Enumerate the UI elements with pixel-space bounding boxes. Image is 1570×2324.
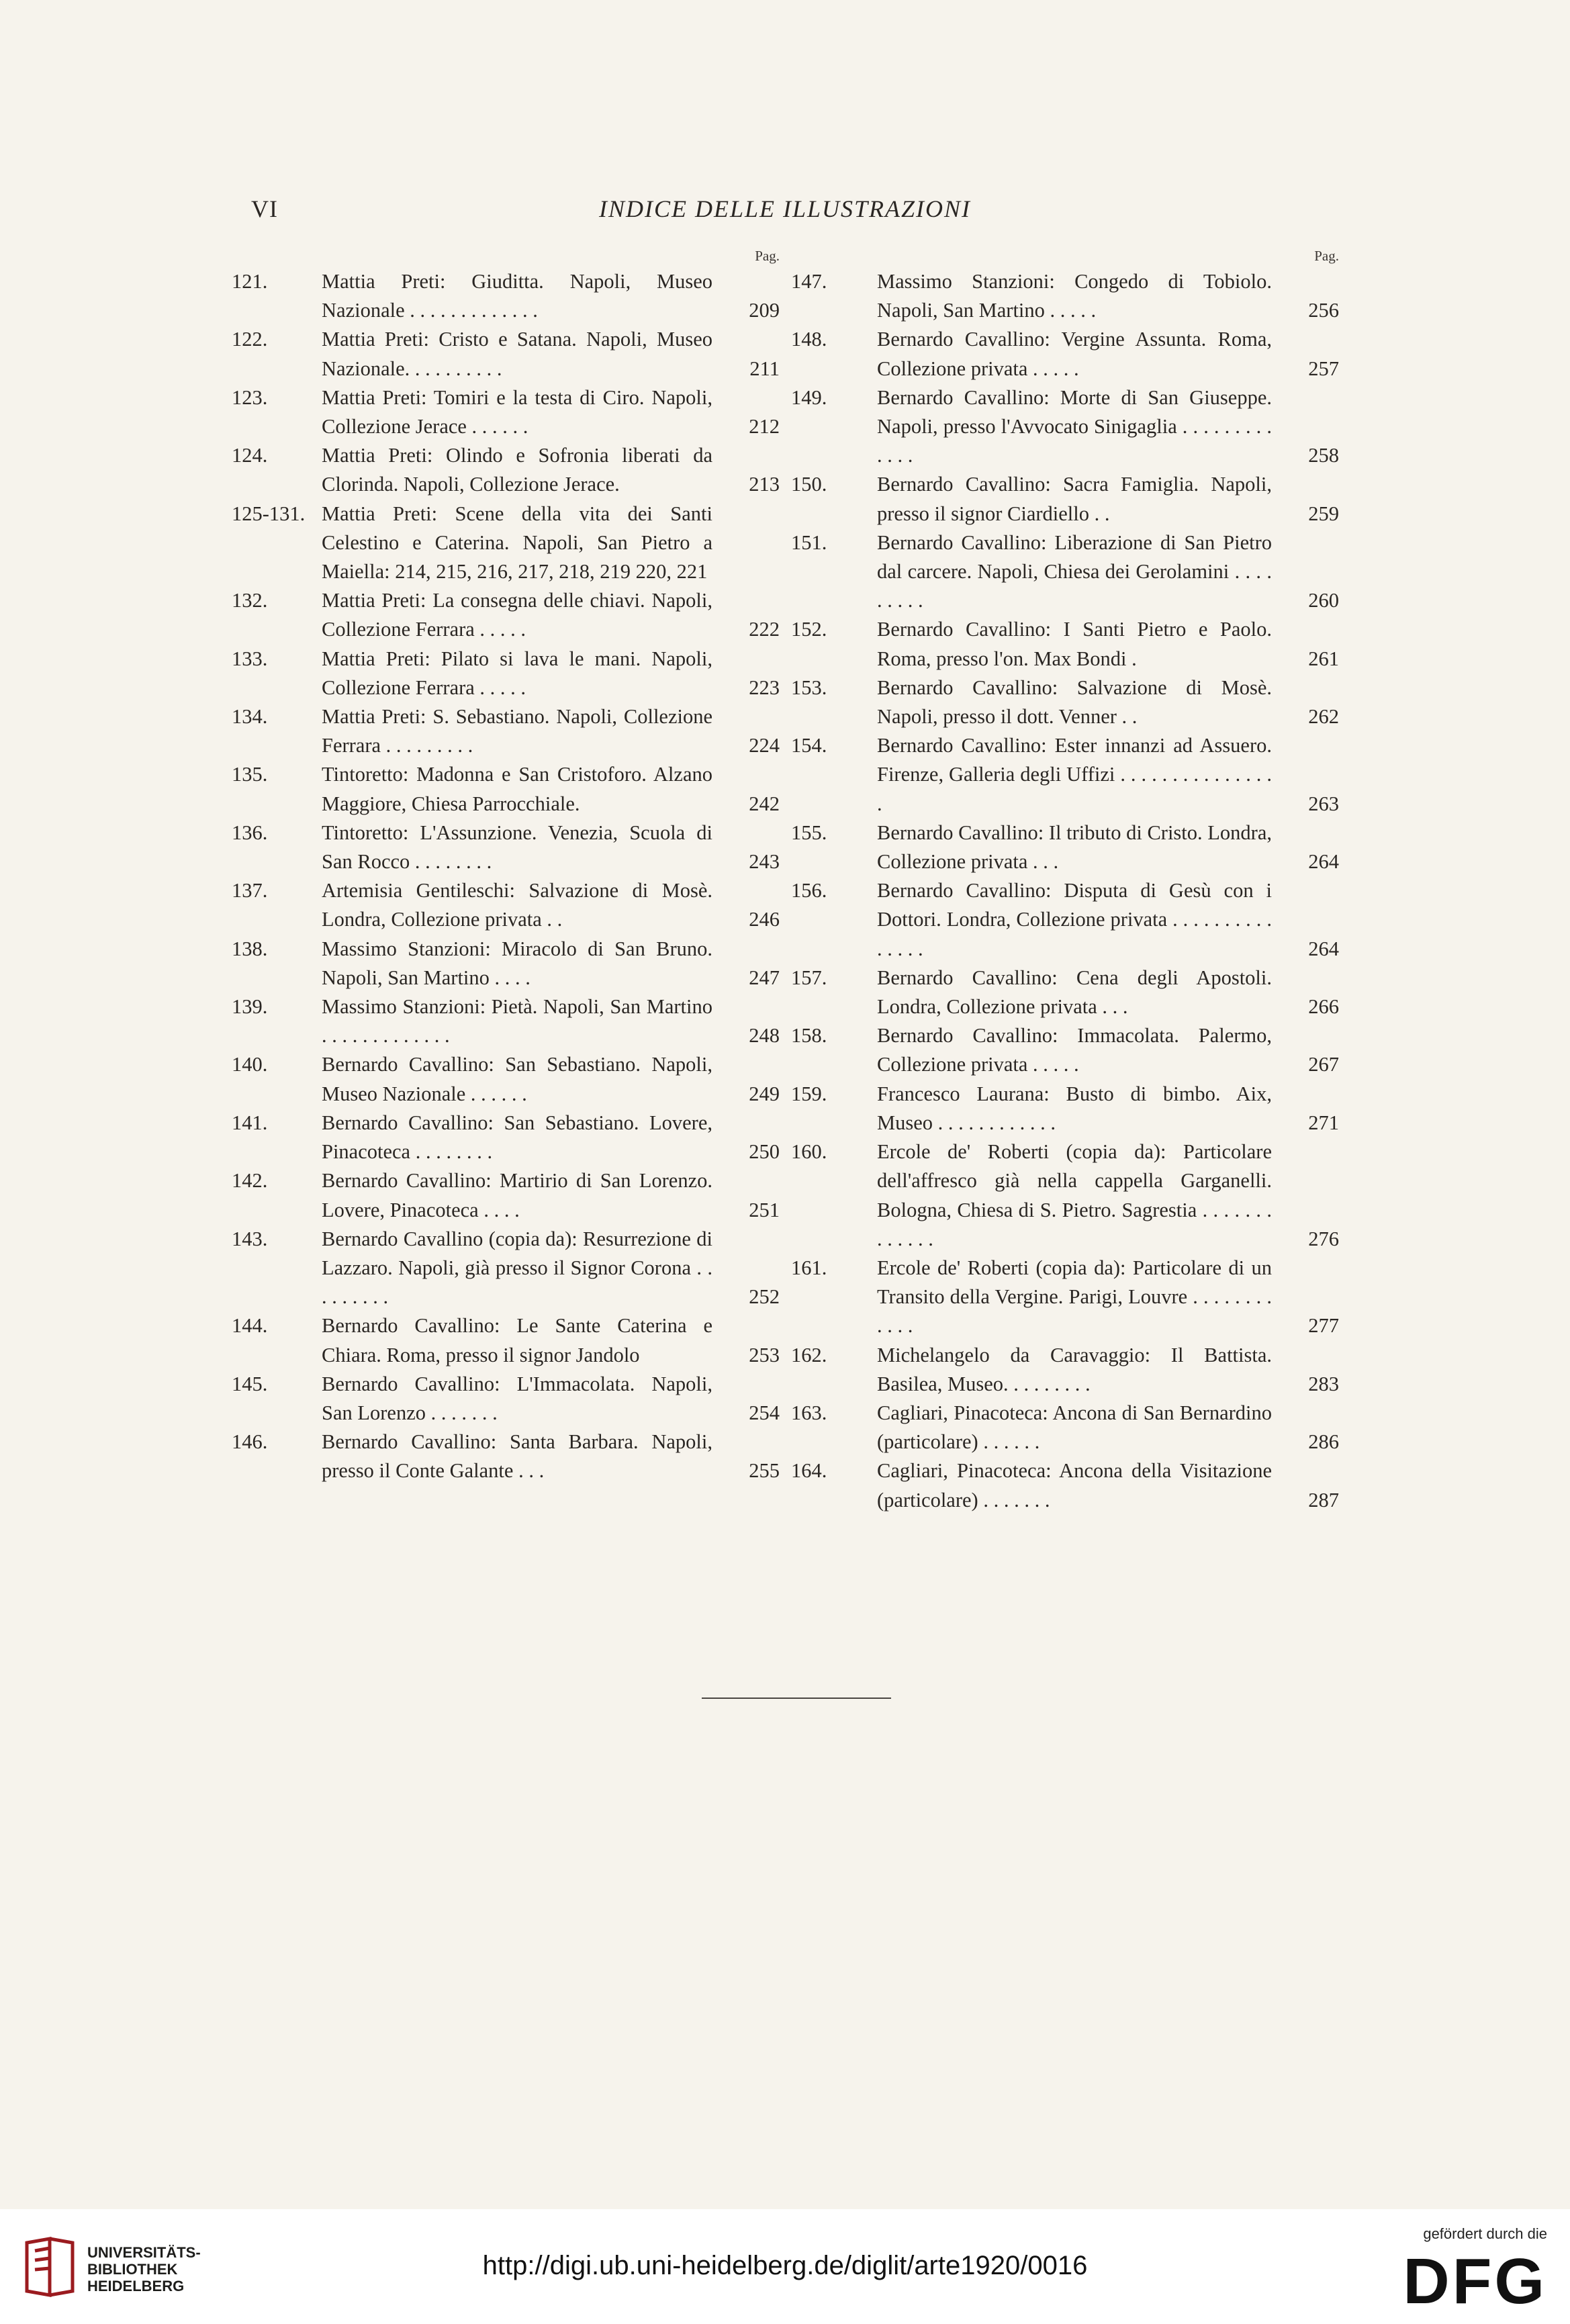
entry-number: 155. [791, 821, 827, 844]
entry-number: 138. [232, 937, 268, 960]
entry-number: 133. [232, 647, 268, 670]
index-column-left [232, 244, 780, 1486]
index-entry [791, 1456, 1339, 1514]
index-entry [791, 325, 1339, 383]
entry-caption: Tintoretto: Madonna e San Cristoforo. Alzano Maggiore, Chiesa Parrocchiale. [322, 763, 712, 815]
entry-number: 122. [232, 328, 268, 351]
funded-by-label: gefördert durch die [1423, 2225, 1547, 2242]
dfg-logo: DFG [1403, 2245, 1547, 2317]
entry-number: 142. [232, 1169, 268, 1193]
index-entry [791, 1341, 1339, 1399]
entry-page: 212 [749, 415, 780, 438]
page-number: VI [251, 195, 278, 222]
entry-caption: Bernardo Cavallino: Martirio di San Lorenzo. Lovere, Pinacoteca . . . . [322, 1169, 712, 1221]
index-entry [232, 760, 780, 818]
entry-page: 252 [749, 1285, 780, 1309]
entry-caption: Bernardo Cavallino: Liberazione di San Pietro dal carcere. Napoli, Chiesa dei Gerolamini . . . . . . . . . [877, 530, 1272, 612]
index-entry [791, 528, 1339, 616]
entry-caption: Bernardo Cavallino: Santa Barbara. Napoli, presso il Conte Galante . . . [322, 1430, 712, 1483]
entry-number: 136. [232, 821, 268, 844]
entry-page: 283 [1308, 1372, 1339, 1395]
index-entry [232, 992, 780, 1050]
entry-caption: Bernardo Cavallino: Ester innanzi ad Assuero. Firenze, Galleria degli Uffizi . . . . . . . . . . . . . . . . [877, 734, 1272, 815]
entry-number: 154. [791, 734, 827, 757]
entry-number: 135. [232, 763, 268, 786]
entry-page: 286 [1308, 1430, 1339, 1454]
entry-number: 139. [232, 995, 268, 1019]
index-entry [232, 1311, 780, 1369]
entry-caption: Bernardo Cavallino: Sacra Famiglia. Napoli, presso il signor Ciardiello . . [877, 473, 1272, 525]
entry-page: 255 [749, 1459, 780, 1483]
entry-number: 134. [232, 705, 268, 729]
index-entry [232, 1370, 780, 1428]
entry-caption: Mattia Preti: Cristo e Satana. Napoli, Museo Nazionale. . . . . . . . . . [322, 328, 712, 380]
entry-page: 254 [749, 1401, 780, 1424]
entry-page: 242 [749, 792, 780, 815]
entry-caption: Massimo Stanzioni: Congedo di Tobiolo. Napoli, San Martino . . . . . [877, 270, 1272, 322]
entry-page: 247 [749, 966, 780, 989]
index-entry [232, 819, 780, 876]
entry-page: 261 [1308, 647, 1339, 670]
entry-number: 163. [791, 1401, 827, 1424]
entry-caption: Michelangelo da Caravaggio: Il Battista. Basilea, Museo. . . . . . . . . [877, 1343, 1272, 1395]
entry-page: 266 [1308, 995, 1339, 1019]
index-entry [232, 876, 780, 934]
entry-number: 123. [232, 385, 268, 409]
entry-number: 144. [232, 1314, 268, 1338]
entry-caption: Mattia Preti: S. Sebastiano. Napoli, Collezione Ferrara . . . . . . . . . [322, 705, 712, 757]
index-entry [791, 819, 1339, 876]
entry-number: 132. [232, 589, 268, 612]
entry-number: 146. [232, 1430, 268, 1454]
entry-number: 124. [232, 444, 268, 467]
entry-page: 271 [1308, 1111, 1339, 1134]
index-entry [791, 876, 1339, 964]
entry-caption: Mattia Preti: Olindo e Sofronia liberati da Clorinda. Napoli, Collezione Jerace. [322, 444, 712, 496]
entry-page: 287 [1308, 1488, 1339, 1512]
entry-caption: Ercole de' Roberti (copia da): Particolare di un Transito della Vergine. Parigi, Louvre . . . . . . . . . . . . [877, 1256, 1272, 1338]
entry-page: 222 [749, 618, 780, 641]
index-list-left [232, 267, 780, 1486]
index-entry [791, 615, 1339, 673]
page-header [251, 195, 1319, 228]
index-entry [232, 935, 780, 992]
entry-number: 156. [791, 879, 827, 902]
entry-caption: Mattia Preti: Giuditta. Napoli, Museo Nazionale . . . . . . . . . . . . . [322, 270, 712, 322]
index-entry [791, 673, 1339, 731]
entry-page: 267 [1308, 1053, 1339, 1076]
library-name: UNIVERSITÄTS- BIBLIOTHEK HEIDELBERG [87, 2244, 201, 2294]
entry-page: 250 [749, 1140, 780, 1164]
entry-caption: Artemisia Gentileschi: Salvazione di Mosè. Londra, Collezione privata . . [322, 879, 712, 931]
entry-caption: Mattia Preti: Tomiri e la testa di Ciro. Napoli, Collezione Jerace . . . . . . [322, 385, 712, 438]
entry-page: 276 [1308, 1227, 1339, 1250]
entry-page: 243 [749, 850, 780, 874]
entry-caption: Massimo Stanzioni: Miracolo di San Bruno. Napoli, San Martino . . . . [322, 937, 712, 989]
entry-caption: Bernardo Cavallino (copia da): Resurrezione di Lazzaro. Napoli, già presso il Signor Corona . . . . . . . . . [322, 1227, 712, 1309]
entry-caption: Ercole de' Roberti (copia da): Particolare dell'affresco già nella cappella Garganelli. Bologna, Chiesa di S. Pietro. Sagrestia . . . . . . . . . . . . . [877, 1140, 1272, 1250]
entry-caption: Bernardo Cavallino: I Santi Pietro e Paolo. Roma, presso l'on. Max Bondi . [877, 618, 1272, 670]
entry-number: 160. [791, 1140, 827, 1164]
index-entry [232, 383, 780, 441]
entry-caption: Bernardo Cavallino: Morte di San Giuseppe. Napoli, presso l'Avvocato Sinigaglia . . . . . . . . . . . . . [877, 385, 1272, 467]
entry-number: 158. [791, 1024, 827, 1048]
entry-number: 148. [791, 328, 827, 351]
entry-page: 251 [749, 1198, 780, 1221]
index-entry [791, 1137, 1339, 1254]
entry-caption: Bernardo Cavallino: Il tributo di Cristo. Londra, Collezione privata . . . [877, 821, 1272, 874]
entry-number: 149. [791, 385, 827, 409]
entry-number: 153. [791, 676, 827, 699]
entry-number: 141. [232, 1111, 268, 1134]
entry-page: 277 [1308, 1314, 1339, 1338]
index-entry [791, 1080, 1339, 1137]
entry-caption: Mattia Preti: Pilato si lava le mani. Napoli, Collezione Ferrara . . . . . [322, 647, 712, 699]
index-entry [232, 1109, 780, 1166]
entry-number: 143. [232, 1227, 268, 1250]
entry-caption: Francesco Laurana: Busto di bimbo. Aix, Museo . . . . . . . . . . . . [877, 1082, 1272, 1134]
source-url-link[interactable]: http://digi.ub.uni-heidelberg.de/diglit/arte1920/0016 [482, 2251, 1088, 2280]
index-entry [232, 500, 780, 587]
pag-label: Pag. [755, 248, 780, 264]
closing-rule [702, 1698, 891, 1699]
entry-number: 159. [791, 1082, 827, 1105]
entry-number: 145. [232, 1372, 268, 1395]
entry-page: 258 [1308, 444, 1339, 467]
entry-page: 253 [749, 1343, 780, 1366]
index-entry [791, 731, 1339, 819]
entry-number: 150. [791, 473, 827, 496]
entry-number: 152. [791, 618, 827, 641]
entry-page: 256 [1308, 299, 1339, 322]
entry-page: 264 [1308, 937, 1339, 960]
entry-caption: Cagliari, Pinacoteca: Ancona della Visitazione (particolare) . . . . . . . [877, 1459, 1272, 1512]
entry-caption: Bernardo Cavallino: San Sebastiano. Napoli, Museo Nazionale . . . . . . [322, 1053, 712, 1105]
entry-page: 224 [749, 734, 780, 757]
entry-page: 209 [749, 299, 780, 322]
index-entry [232, 586, 780, 644]
entry-caption: Mattia Preti: Scene della vita dei Santi Celestino e Caterina. Napoli, San Pietro a Maiella: 214, 215, 216, 217, 218, 219 220, 221 [322, 502, 712, 584]
index-entry [791, 267, 1339, 325]
entry-caption: Bernardo Cavallino: Cena degli Apostoli. Londra, Collezione privata . . . [877, 966, 1272, 1019]
index-entry [791, 1021, 1339, 1079]
index-entry [791, 964, 1339, 1021]
entry-page: 262 [1308, 705, 1339, 729]
entry-page: 264 [1308, 850, 1339, 874]
index-entry [232, 645, 780, 702]
entry-caption: Massimo Stanzioni: Pietà. Napoli, San Martino . . . . . . . . . . . . . [322, 995, 712, 1048]
index-entry [791, 383, 1339, 471]
entry-number: 162. [791, 1343, 827, 1366]
entry-caption: Bernardo Cavallino: Vergine Assunta. Roma, Collezione privata . . . . . [877, 328, 1272, 380]
entry-caption: Bernardo Cavallino: Le Sante Caterina e Chiara. Roma, presso il signor Jandolo [322, 1314, 712, 1366]
entry-number: 121. [232, 270, 268, 293]
entry-number: 147. [791, 270, 827, 293]
entry-caption: Bernardo Cavallino: Immacolata. Palermo, Collezione privata . . . . . [877, 1024, 1272, 1076]
index-entry [232, 1225, 780, 1312]
entry-caption: Mattia Preti: La consegna delle chiavi. Napoli, Collezione Ferrara . . . . . [322, 589, 712, 641]
entry-number: 164. [791, 1459, 827, 1483]
index-entry [791, 1399, 1339, 1456]
index-entry [232, 1050, 780, 1108]
entry-number: 137. [232, 879, 268, 902]
entry-caption: Bernardo Cavallino: Salvazione di Mosè. Napoli, presso il dott. Venner . . [877, 676, 1272, 729]
entry-number: 157. [791, 966, 827, 989]
pag-label: Pag. [1314, 248, 1339, 264]
entry-caption: Bernardo Cavallino: San Sebastiano. Lovere, Pinacoteca . . . . . . . . [322, 1111, 712, 1164]
entry-page: 260 [1308, 589, 1339, 612]
index-list-right [791, 267, 1339, 1515]
entry-page: 213 [749, 473, 780, 496]
entry-page: 257 [1308, 357, 1339, 380]
index-column-right [791, 244, 1339, 1515]
entry-page: 211 [749, 357, 780, 380]
entry-page: 259 [1308, 502, 1339, 525]
entry-caption: Bernardo Cavallino: Disputa di Gesù con i Dottori. Londra, Collezione privata . . . . . . . . . . . . . . . [877, 879, 1272, 960]
index-entry [232, 267, 780, 325]
index-entry [791, 470, 1339, 528]
index-entry [232, 702, 780, 760]
footer-bar [0, 2209, 1570, 2324]
entry-page: 263 [1308, 792, 1339, 815]
index-entry [232, 1166, 780, 1224]
entry-caption: Bernardo Cavallino: L'Immacolata. Napoli, San Lorenzo . . . . . . . [322, 1372, 712, 1424]
entry-page: 246 [749, 908, 780, 931]
entry-page: 248 [749, 1024, 780, 1048]
entry-page: 249 [749, 1082, 780, 1105]
entry-number: 151. [791, 530, 827, 554]
index-entry [232, 325, 780, 383]
entry-caption: Tintoretto: L'Assunzione. Venezia, Scuola di San Rocco . . . . . . . . [322, 821, 712, 874]
entry-number: 161. [791, 1256, 827, 1279]
entry-number: 125-131. [232, 502, 306, 525]
index-entry [232, 441, 780, 499]
index-entry [232, 1428, 780, 1485]
entry-number: 140. [232, 1053, 268, 1076]
page-title: INDICE DELLE ILLUSTRAZIONI [598, 195, 972, 222]
index-entry [791, 1254, 1339, 1341]
entry-caption: Cagliari, Pinacoteca: Ancona di San Bernardino (particolare) . . . . . . [877, 1401, 1272, 1454]
entry-page: 223 [749, 676, 780, 699]
